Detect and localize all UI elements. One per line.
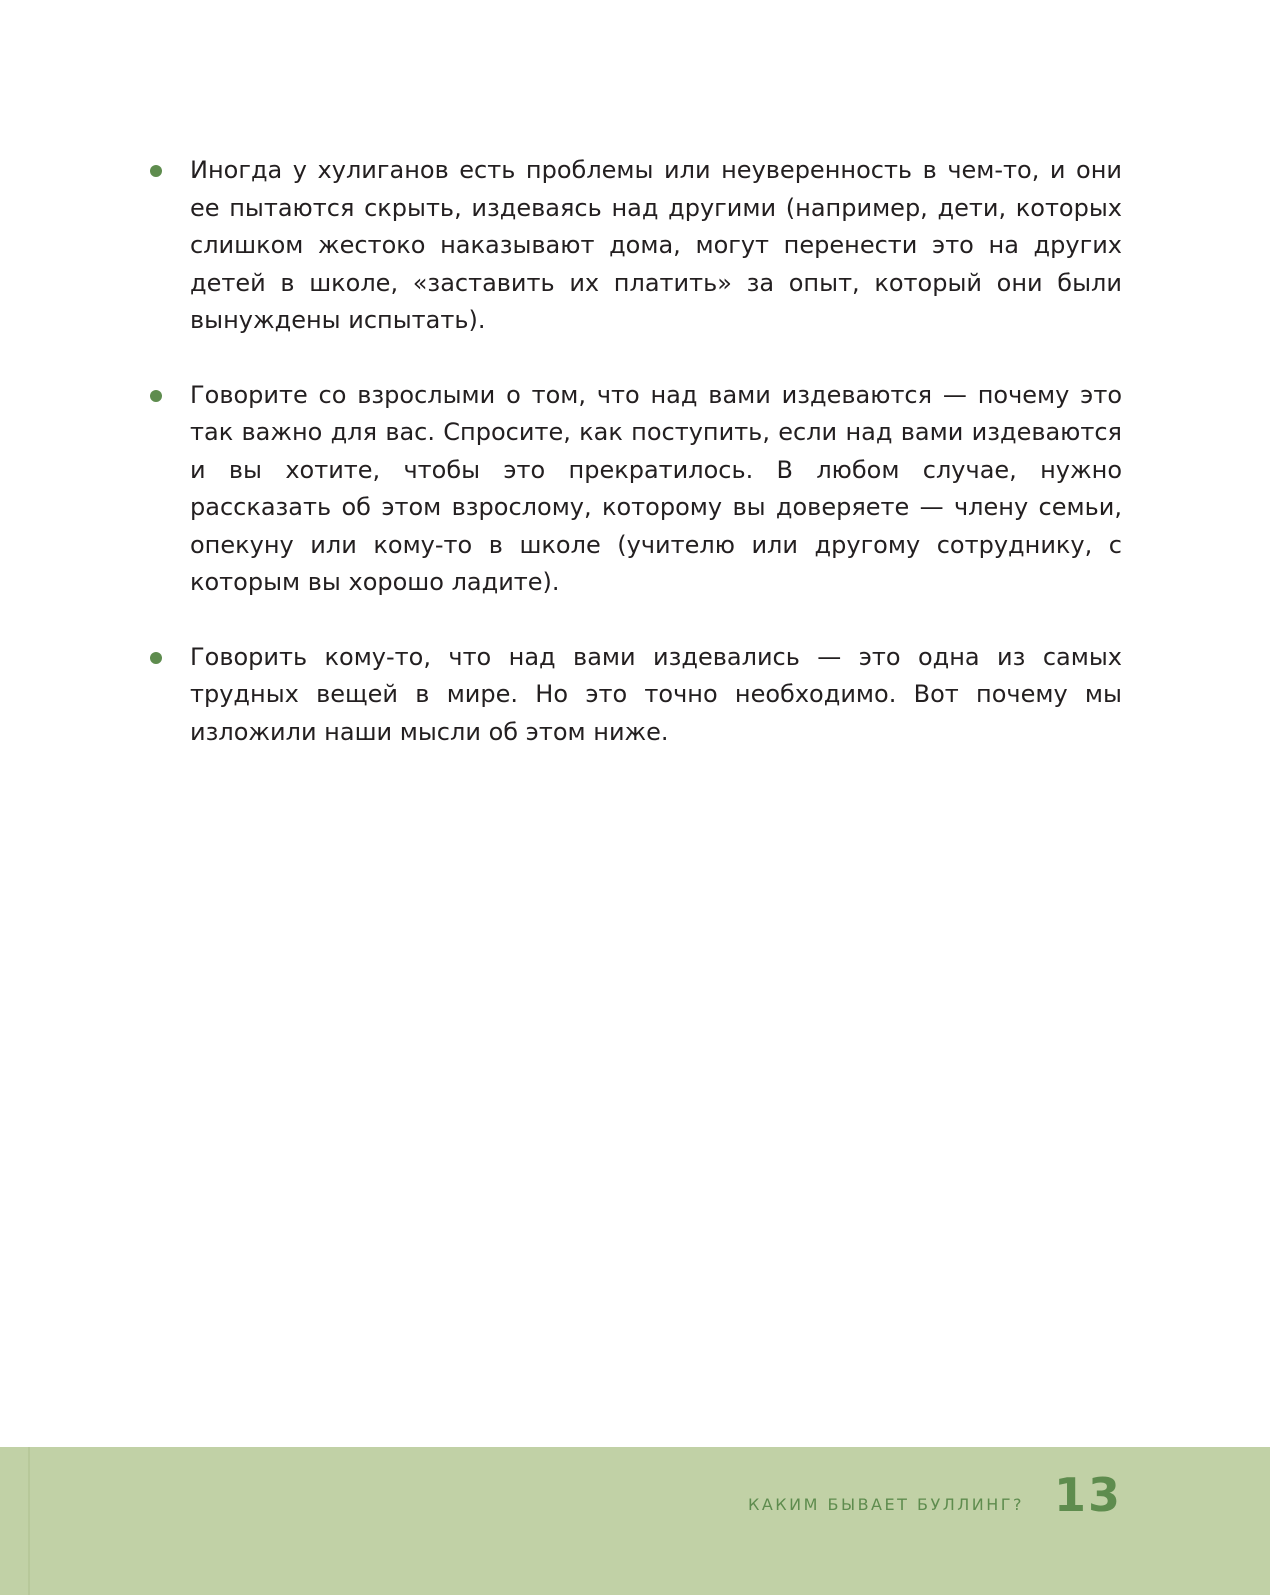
bullet-dot-icon — [150, 165, 162, 177]
bullet-text: Иногда у хулиганов есть проблемы или неуверенность в чем-то, и они ее пытаются скрыть, издеваясь над другими (например, дети, которых слишком жестоко наказывают дома, могут перенести это на других детей в школе, «заставить их платить» за опыт, который они были вынуждены испытать). — [190, 156, 1122, 334]
bullet-text: Говорить кому-то, что над вами издевались — это одна из самых трудных вещей в мире. Но это точно необходимо. Вот почему мы изложили наши мысли об этом ниже. — [190, 642, 1122, 746]
bullet-list — [150, 152, 1122, 751]
bullet-dot-icon — [150, 652, 162, 664]
bullet-dot-icon — [150, 390, 162, 402]
page-number: 13 — [1053, 1468, 1122, 1522]
running-title: КАКИМ БЫВАЕТ БУЛЛИНГ? — [747, 1495, 1024, 1514]
footer-band — [0, 1447, 1270, 1595]
list-item — [150, 377, 1122, 602]
footer-band-edge — [28, 1447, 30, 1595]
page-body — [150, 152, 1122, 788]
bullet-text: Говорите со взрослыми о том, что над вами издеваются — почему это так важно для вас. Спросите, как поступить, если над вами издеваются и вы хотите, чтобы это прекратилось. В любом случае, нужно рассказать об этом взрослому, которому вы доверяете — члену семьи, опекуну или кому-то в школе (учителю или другому сотруднику, с которым вы хорошо ладите). — [190, 380, 1122, 596]
list-item — [150, 639, 1122, 752]
list-item — [150, 152, 1122, 340]
